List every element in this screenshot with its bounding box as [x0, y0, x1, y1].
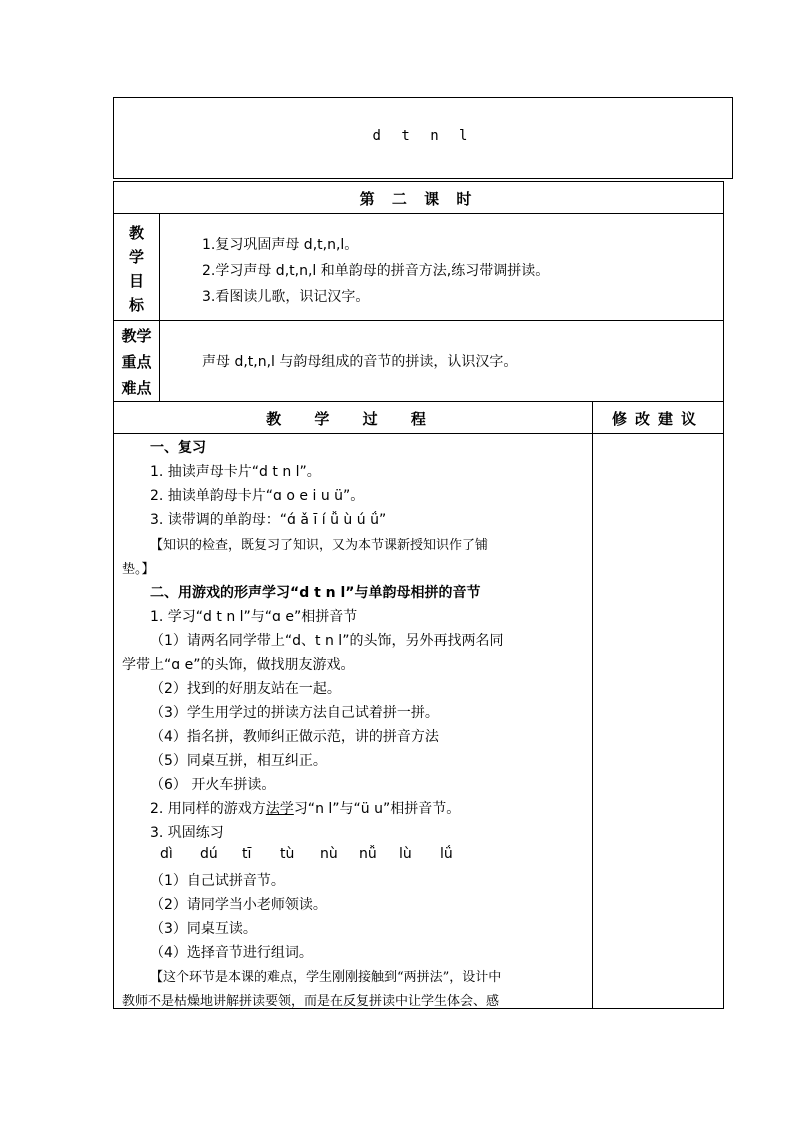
- review-note: 【知识的检查，既复习了知识，又为本节课新授知识作了铺: [150, 538, 489, 553]
- review-note: 垫。】: [122, 562, 155, 577]
- lesson-row: [114, 182, 723, 214]
- lesson-table: [113, 181, 724, 1009]
- process-line: 2. 抽读单韵母卡片“ɑ o e i u ü”。: [150, 488, 365, 504]
- syllable: tù: [280, 846, 295, 862]
- lesson-heading: 第 二 课 时: [359, 190, 478, 208]
- section-game-title: 二、用游戏的形声学习“d t n l”与单韵母相拼的音节: [150, 585, 481, 601]
- teaching-goals-list: [202, 232, 549, 310]
- syllable: dì: [160, 846, 173, 862]
- syllable: lù: [399, 846, 412, 862]
- process-line: （2）请同学当小老师领读。: [150, 897, 327, 913]
- process-line: 1. 抽读声母卡片“d t n l”。: [150, 464, 321, 480]
- section-review-title: 一、复习: [150, 440, 206, 456]
- process-line: 学带上“ɑ e”的头饰，做找朋友游戏。: [122, 657, 355, 673]
- syllable: nǚ: [359, 846, 377, 862]
- process-line: （1）请两名同学带上“d、t n l”的头饰，另外再找两名同: [150, 633, 504, 649]
- key-points-row: [114, 321, 723, 402]
- goal-item: 2.学习声母 d,t,n,l 和单韵母的拼音方法,练习带调拼读。: [202, 263, 550, 279]
- process-line: 2. 用同样的游戏方法学习“n l”与“ü u”相拼音节。: [150, 801, 461, 817]
- teaching-goals-row: [114, 214, 723, 321]
- syllable: tī: [242, 846, 252, 862]
- process-line: （1）自己试拼音节。: [150, 873, 285, 889]
- process-line: （4）选择音节进行组词。: [150, 945, 313, 961]
- syllable: nù: [320, 846, 338, 862]
- process-content: [114, 434, 592, 1008]
- process-line: 3. 读带调的单韵母：“ɑ́ ǎ ī í ǚ ù ú ǘ”: [150, 512, 387, 528]
- key-points-text: 声母 d,t,n,l 与韵母组成的音节的拼读，认识汉字。: [202, 354, 518, 370]
- process-line: （3）学生用学过的拼读方法自己试着拼一拼。: [150, 705, 439, 721]
- title-box: [113, 97, 733, 179]
- process-line: （2）找到的好朋友站在一起。: [150, 681, 341, 697]
- process-header: 教 学 过 程: [266, 410, 440, 428]
- process-line: 1. 学习“d t n l”与“ɑ e”相拼音节: [150, 609, 358, 625]
- key-points-label: 教学 重点 难点: [114, 321, 160, 401]
- game-note: 【这个环节是本课的难点，学生刚刚接触到“两拼法”，设计中: [150, 970, 502, 985]
- goal-item: 1.复习巩固声母 d,t,n,l。: [202, 237, 359, 253]
- revision-header: 修改建议: [611, 410, 704, 428]
- syllable: lǘ: [440, 846, 453, 862]
- process-line: （5）同桌互拼，相互纠正。: [150, 753, 327, 769]
- column-divider: [592, 402, 593, 1008]
- process-header-row: [114, 402, 723, 434]
- process-line: 3. 巩固练习: [150, 825, 224, 841]
- process-line: （6） 开火车拼读。: [150, 777, 276, 793]
- game-note: 教师不是枯燥地讲解拼读要领，而是在反复拼读中让学生体会、感: [122, 994, 500, 1008]
- page-title: d t n l: [372, 128, 474, 144]
- process-line: （3）同桌互读。: [150, 921, 257, 937]
- teaching-goals-label: 教 学 目 标: [114, 214, 160, 320]
- syllable: dú: [200, 846, 218, 862]
- goal-item: 3.看图读儿歌，识记汉字。: [202, 289, 370, 305]
- process-line: （4）指名拼，教师纠正做示范，讲的拼音方法: [150, 729, 439, 745]
